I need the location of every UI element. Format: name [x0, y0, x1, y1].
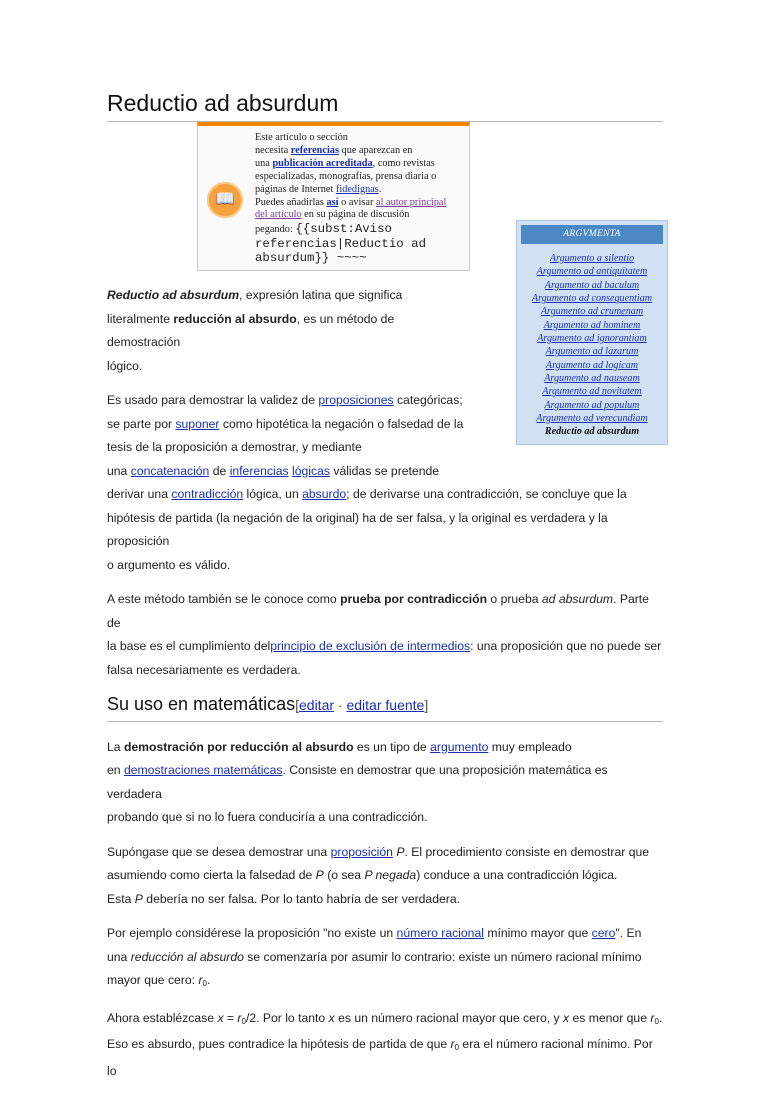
intro-paragraph: Reductio ad absurdum, expresión latina que significa literalmente reducción al absurdo, es un método de demostración lógico.: [107, 288, 403, 373]
paragraph: La demostración por reducción al absurdo es un tipo de argumento muy empleado en demostraciones matemáticas. Consiste en demostrar que una proposición matemática es verdadera probando que si no lo fuera conduciría a una contradicción.: [107, 739, 608, 824]
article-body: [107, 284, 663, 1094]
paragraph: Por ejemplo considérese la proposición "no existe un número racional mínimo mayor que cero". En una reducción al absurdo se comenzaría por asumir lo contrario: existe un número racional mínimo mayor que cero: $r_0$.: [107, 926, 642, 988]
navbox-link[interactable]: Argumento ad novitatem: [542, 386, 642, 398]
paragraph: Ahora establézcase $x = r_0/2$. Por lo tanto x es un número racional mayor que cero, y x es menor que $r_0$. Eso es absurdo, pues contradice la hipótesis de partida de que $r_0$ era el número racional mínimo. Por lo: [107, 1010, 663, 1078]
paragraph: Es usado para demostrar la validez de proposiciones categóricas; se parte por suponer como hipotética la negación o falsedad de la tesis de la proposición a demostrar, y mediante una concatenación de inferencias lógicas válidas se pretende derivar una contradicción lógica, un absurdo; de derivarse una contradicción, se concluye que la hipótesis de partida (la negación de la original) ha de ser falsa, y la original es verdadera y la proposición o argumento es válido.: [107, 393, 627, 572]
edit-link[interactable]: editar: [299, 697, 335, 713]
section-edit-links: [editar · editar fuente]: [295, 697, 429, 713]
link-autor-principal[interactable]: al autor principal: [376, 196, 447, 208]
navbox-link[interactable]: Argumento ad consequentiam: [531, 293, 653, 305]
template-code-line: referencias|Reductio ad: [255, 237, 427, 252]
link-principio-exclusion[interactable]: principio de exclusión de intermedios: [270, 639, 471, 653]
navbox-link[interactable]: Argumento ad crumenam: [540, 306, 644, 318]
section-heading: Su uso en matemáticas[editar · editar fuente]: [107, 693, 663, 722]
navbox-header: ARGVMENTA: [521, 225, 663, 244]
notice-text: Este artículo o sección necesita referencias que aparezcan en una publicación acreditada, como revistas especializadas, monografías, prensa diaria o páginas de Internet fidedignas. Puedes añadirlas así o avisar al autor principal del artículo en su página de discusión pegando: {{subst:Aviso referencias|Reductio ad absurdum}} ~~~~: [255, 132, 467, 265]
edit-source-link[interactable]: editar fuente: [346, 697, 425, 713]
page-title: Reductio ad absurdum: [107, 90, 663, 122]
navbox-link[interactable]: Argumento ad nauseam: [544, 373, 640, 385]
navbox-link[interactable]: Argumento ad lazarum: [545, 346, 639, 358]
link-argumento[interactable]: argumento: [430, 739, 489, 754]
template-code-line: {{subst:Aviso: [295, 222, 392, 237]
link-suponer[interactable]: suponer: [175, 416, 220, 431]
link-demostraciones-matematicas[interactable]: demostraciones matemáticas: [123, 763, 283, 777]
navbox-link[interactable]: Argumento ad logicam: [545, 359, 639, 371]
list-item: [517, 265, 667, 278]
link-numero-racional[interactable]: número racional: [396, 926, 484, 940]
link-contradiccion[interactable]: contradicción: [171, 487, 244, 501]
navbox-link[interactable]: Argumento ad verecundiam: [536, 413, 648, 425]
navbox-link[interactable]: Argumento ad baculum: [544, 279, 640, 291]
navbox-link[interactable]: Argumento ad antiquitatem: [536, 266, 648, 278]
link-asi[interactable]: así: [326, 196, 339, 208]
link-concatenacion[interactable]: concatenación: [130, 463, 210, 478]
template-code-line: absurdum}} ~~~~: [255, 251, 367, 266]
link-logicas[interactable]: lógicas: [292, 463, 330, 478]
navbox-link[interactable]: Argumento ad ignorantiam: [537, 333, 647, 345]
navbox-link[interactable]: Argumento ad populum: [544, 399, 640, 411]
link-absurdo[interactable]: absurdo: [302, 487, 347, 501]
references-notice-box: [197, 122, 470, 271]
link-proposiciones[interactable]: proposiciones: [318, 393, 394, 407]
link-fidedignas[interactable]: fidedignas: [335, 183, 379, 195]
link-del-articulo[interactable]: del artículo: [255, 209, 302, 221]
link-proposicion[interactable]: proposición: [330, 844, 393, 859]
navbox-link[interactable]: Argumento ad hominem: [543, 319, 641, 331]
link-inferencias[interactable]: inferencias: [229, 463, 289, 478]
navbox-link[interactable]: Argumento a silentio: [549, 253, 635, 264]
link-referencias[interactable]: referencias: [290, 144, 339, 156]
paragraph: Supóngase que se desea demostrar una proposición P. El procedimiento consiste en demostrar que asumiendo como cierta la falsedad de P (o sea P negada) conduce a una contradicción lógica. Esta P debería no ser falsa. Por lo tanto habría de ser verdadera.: [107, 844, 650, 906]
paragraph: A este método también se le conoce como prueba por contradicción o prueba ad absurdum. Parte de la base es el cumplimiento delprincipio de exclusión de intermedios: una proposición que no puede ser falsa necesariamente es verdadera.: [107, 592, 662, 677]
book-icon: [207, 182, 243, 218]
list-item: [517, 252, 667, 265]
link-publicacion-acreditada[interactable]: publicación acreditada: [272, 157, 373, 169]
link-cero[interactable]: cero: [591, 926, 616, 940]
navbox-current-item: Reductio ad absurdum: [544, 426, 640, 438]
